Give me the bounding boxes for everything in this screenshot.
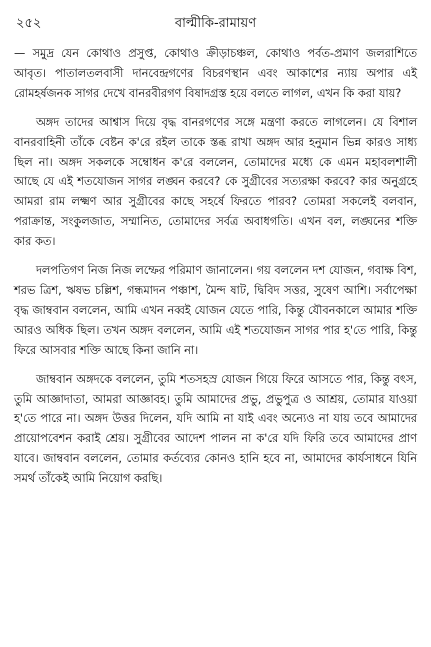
paragraph-2: অঙ্গদ তাদের আশ্বাস দিয়ে বৃদ্ধ বানরগণের সঙ্গে মন্ত্রণা করতে লাগলেন। যে বিশাল বানরবাহিনী তাঁকে বেষ্টন ক'রে রইল তাকে স্তব্ধ রাখা অঙ্গদ আর হনুমান ভিন্ন কারও সাধ্য ছিল না। অঙ্গদ সকলকে সম্বোধন ক'রে বললেন, তোমাদের মধ্যে কে এমন মহাবলশালী আছে যে এই শতযোজন সাগর লঙ্ঘন করবে? কে সুগ্রীবের সত্যরক্ষা করবে? কার অনুগ্রহে আমরা রাম লক্ষ্মণ আর সুগ্রীবের কাছে সহর্ষে ফিরতে পারব? তোমরা সকলেই বলবান, পরাক্রান্ত, সংকুলজাত, সম্মানিত, তোমাদের সর্বত্র অবাধগতি। এখন বল, লঙ্ঘনের শক্তি কার কত। — [14, 115, 417, 249]
page-number: ২৫২ — [16, 16, 42, 31]
page-header — [14, 14, 417, 36]
body-text — [14, 44, 417, 489]
paragraph-3: দলপতিগণ নিজ নিজ লম্ফের পরিমাণ জানালেন। গয় বললেন দশ যোজন, গবাক্ষ বিশ, শরভ ত্রিশ, ঋষভ চল্লিশ, গন্ধমাদন পঞ্চাশ, মৈন্দ ষাট, দ্বিবিদ সত্তর, সুষেণ আশি। সর্বাপেক্ষা বৃদ্ধ জাম্ববান বললেন, আমি এখন নব্বই যোজন যেতে পারি, কিন্তু যৌবনকালে আমার শক্তি আরও অধিক ছিল। তখন অঙ্গদ বললেন, আমি এই শতযোজন সাগর পার হ'তে পারি, কিন্তু ফিরে আসবার শক্তি আছে কিনা জানি না। — [14, 264, 417, 357]
paragraph-1: — সমুদ্র যেন কোথাও প্রসুপ্ত, কোথাও ক্রীড়াচঞ্চল, কোথাও পর্বত-প্রমাণ জলরাশিতে আবৃত। পাতালতলবাসী দানবেন্দ্রগণের বিচরণস্থান এবং আকাশের ন্যায় অপার এই রোমহর্ষজনক সাগর দেখে বানরবীরগণ বিষাদগ্রস্ত হয়ে বলতে লাগল, এখন কি করা যায়? — [14, 47, 417, 100]
running-title: বাল্মীকি-রামায়ণ — [174, 16, 257, 31]
paragraph-4: জাম্ববান অঙ্গদকে বললেন, তুমি শতসহস্র যোজন গিয়ে ফিরে আসতে পার, কিন্তু বৎস, তুমি আজ্ঞাদাতা, আমরা আজ্ঞাবহ। তুমি আমাদের প্রভু, প্রভুপুত্র ও আশ্রয়, তোমার যাওয়া হ'তে পারে না। অঙ্গদ উত্তর দিলেন, যদি আমি না যাই এবং অন্যেও না যায় তবে আমাদের প্রায়োপবেশন করাই শ্রেয়। সুগ্রীবের আদেশ পালন না ক'রে যদি ফিরি তবে আমাদের প্রাণ যাবে। জাম্ববান বললেন, তোমার কর্তব্যের কোনও হানি হবে না, আমাদের কার্যসাধনে যিনি সমর্থ তাঁকেই আমি নিয়োগ করছি। — [14, 372, 417, 486]
